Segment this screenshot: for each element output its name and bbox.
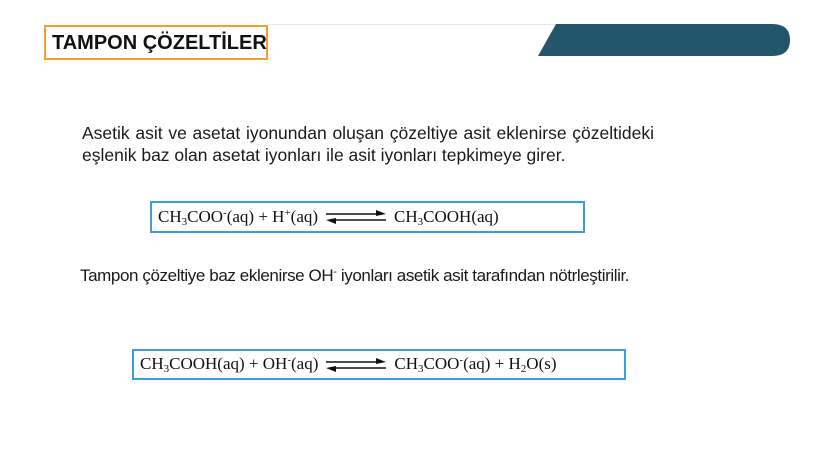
paragraph-base-addition: Tampon çözeltiye baz eklenirse OH- iyonları asetik asit tarafından nötrleştirilir. bbox=[80, 266, 630, 285]
eq2-right: $CH_3COO^-(aq) + H_2O(s)$ bbox=[394, 354, 557, 375]
eq1-right: $CH_3COOH(aq)$ bbox=[394, 206, 499, 228]
equation-acid bbox=[150, 201, 585, 233]
equation-base bbox=[132, 349, 626, 380]
eq2-left: $CH_3COOH(aq) + OH^-(aq)$ bbox=[140, 354, 319, 375]
eq1-left: $CH_3COO^-(aq) + H^+(aq)$ bbox=[158, 206, 319, 228]
equilibrium-arrow-icon bbox=[324, 357, 388, 373]
slide-title: TAMPON ÇÖZELTİLER bbox=[52, 32, 267, 54]
equilibrium-arrow-icon bbox=[324, 209, 388, 225]
paragraph-acid-addition: Asetik asit ve asetat iyonundan oluşan çözeltiye asit eklenirse çözeltideki eşlenik baz olan asetat iyonları ile asit iyonları tepkimeye girer. bbox=[82, 123, 654, 165]
